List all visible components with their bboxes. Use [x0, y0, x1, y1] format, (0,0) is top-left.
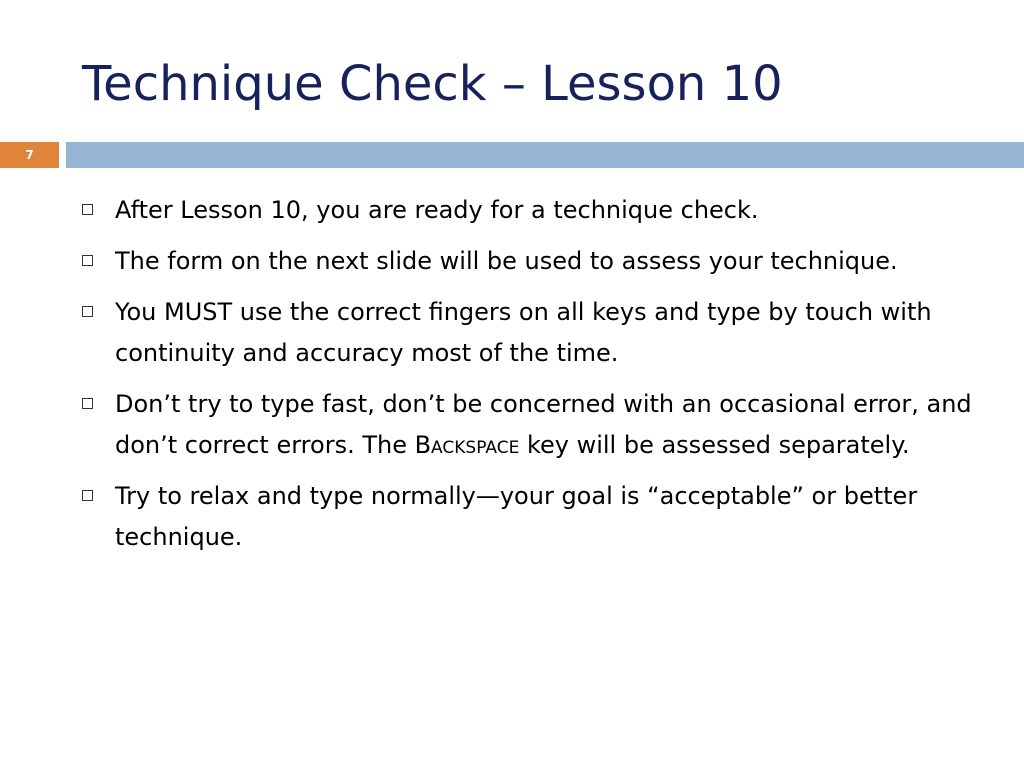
hollow-square-bullet-icon	[82, 398, 93, 409]
bullet-text: Try to relax and type normally—your goal is “acceptable” or better technique.	[115, 482, 918, 551]
hollow-square-bullet-icon	[82, 306, 93, 317]
hollow-square-bullet-icon	[82, 490, 93, 501]
bullet-text: The form on the next slide will be used to assess your technique.	[115, 247, 898, 275]
bullet-item-assessment-form	[80, 241, 980, 282]
bullet-item-lesson-ready	[80, 190, 980, 231]
bullet-text-before-key: Don’t try to type fast, don’t be concerned with an occasional error, and don’t correct errors. The	[115, 390, 972, 459]
slide-title: Technique Check – Lesson 10	[82, 56, 783, 112]
hollow-square-bullet-icon	[82, 255, 93, 266]
bullet-item-do-not-type-fast	[80, 384, 980, 466]
slide-number-badge	[0, 142, 59, 168]
backspace-key-name: Backspace	[414, 431, 520, 459]
title-divider-bar	[66, 142, 1024, 168]
bullet-text: You MUST use the correct fingers on all keys and type by touch with continuity and accuracy most of the time.	[115, 298, 932, 367]
bullet-item-correct-fingers	[80, 292, 980, 374]
bullet-item-relax	[80, 476, 980, 558]
bullet-list	[80, 190, 980, 568]
bullet-text-after-key: key will be assessed separately.	[519, 431, 910, 459]
bullet-text: After Lesson 10, you are ready for a technique check.	[115, 196, 759, 224]
slide-number: 7	[25, 148, 34, 162]
hollow-square-bullet-icon	[82, 204, 93, 215]
